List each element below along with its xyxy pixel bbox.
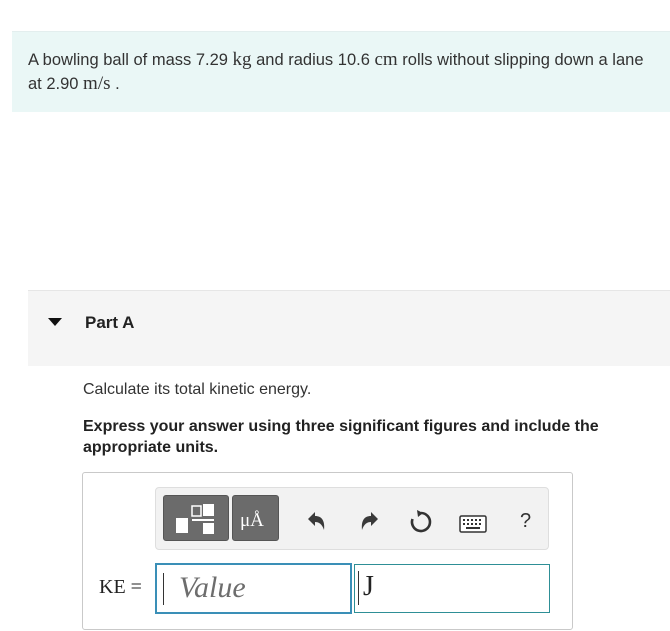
problem-text-4: .: [110, 75, 120, 93]
templates-button[interactable]: [163, 495, 229, 541]
keyboard-icon[interactable]: [459, 515, 487, 533]
unit-speed: m/s: [83, 73, 111, 94]
unit-mass: kg: [232, 49, 252, 70]
reset-icon[interactable]: [408, 509, 434, 535]
unit-radius: cm: [374, 49, 398, 70]
answer-instruction: Express your answer using three significant figures and include the appropriate units.: [83, 418, 599, 456]
problem-text-1: A bowling ball of mass 7.29: [28, 51, 233, 69]
question-text: Calculate its total kinetic energy.: [83, 381, 312, 398]
units-button[interactable]: [232, 495, 279, 541]
problem-text-3: rolls without slipping down a lane at 2.90: [28, 51, 644, 93]
templates-icon: [164, 496, 228, 540]
value-placeholder: Value: [179, 571, 246, 604]
units-input[interactable]: [354, 564, 550, 613]
help-button[interactable]: ?: [520, 510, 532, 532]
text-cursor: [163, 573, 164, 605]
units-value: J: [363, 571, 374, 602]
ke-label: KE =: [99, 576, 142, 598]
problem-statement: [12, 31, 670, 112]
problem-text-2: and radius 10.6: [251, 51, 375, 69]
collapse-triangle-icon[interactable]: [48, 318, 62, 326]
part-title: Part A: [85, 313, 135, 332]
redo-icon[interactable]: [358, 510, 382, 532]
answer-panel: [82, 472, 573, 630]
part-a-header[interactable]: [28, 290, 670, 366]
value-input[interactable]: [155, 563, 352, 614]
units-button-label: μÅ: [240, 510, 264, 531]
units-text-cursor: [358, 571, 359, 605]
undo-icon[interactable]: [304, 510, 328, 532]
math-toolbar: [155, 487, 549, 550]
